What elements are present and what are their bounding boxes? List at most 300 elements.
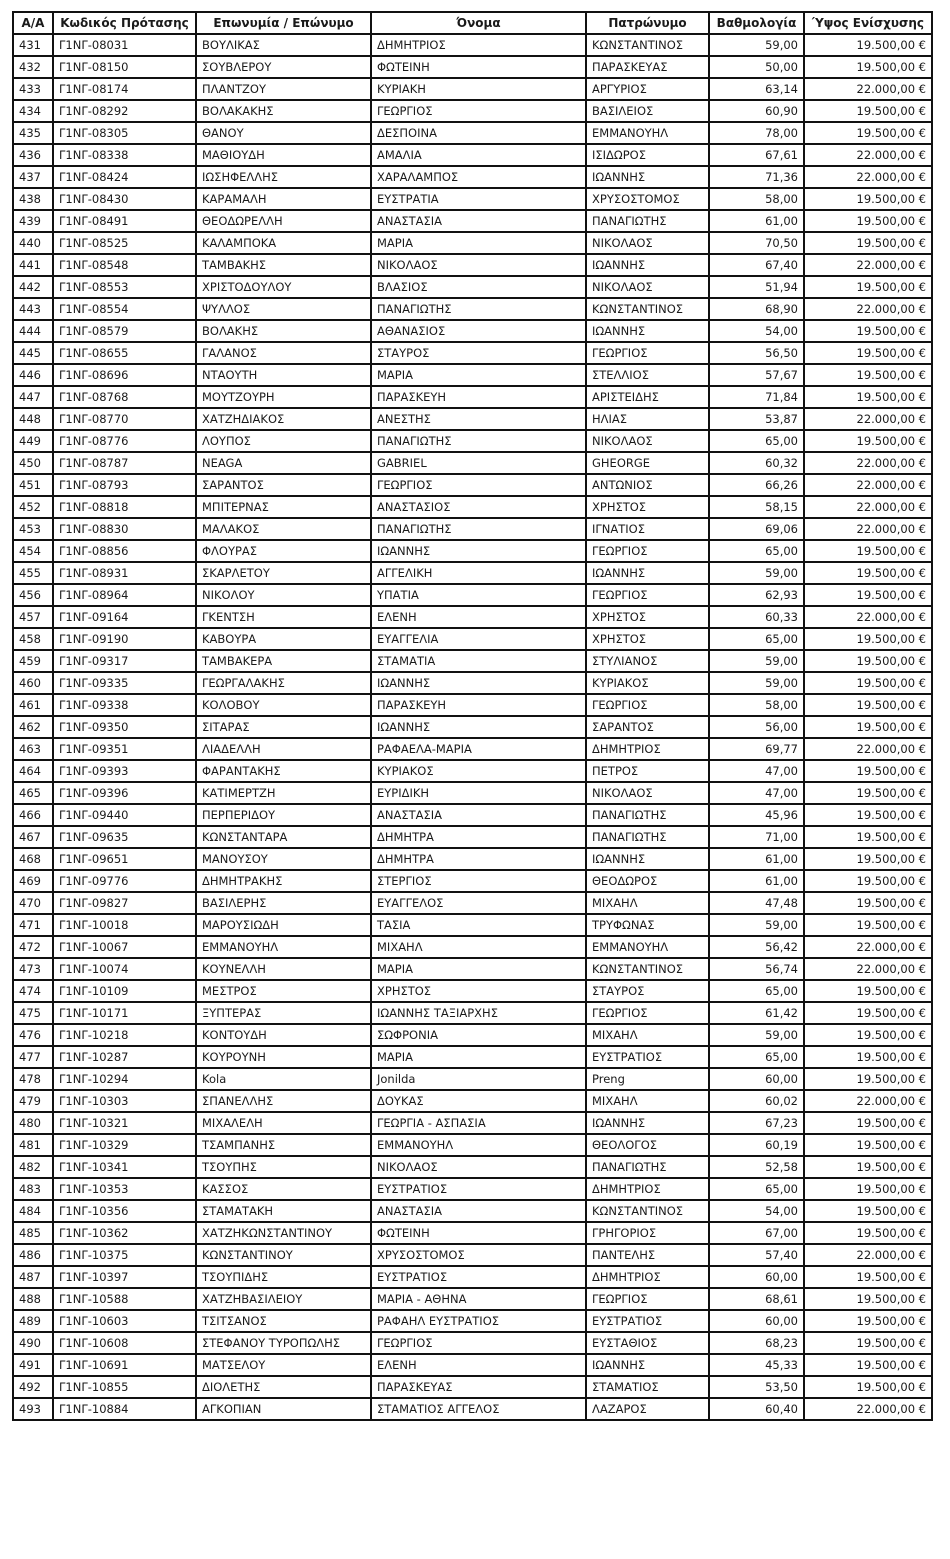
cell-proposal-code: Γ1ΝΓ-09396 xyxy=(53,782,196,804)
header-score: Βαθμολογία xyxy=(709,12,804,34)
table-row xyxy=(13,980,932,1002)
table-row xyxy=(13,188,932,210)
cell-surname: Kola xyxy=(196,1068,371,1090)
cell-surname: ΚΩΝΣΤΑΝΤΙΝΟΥ xyxy=(196,1244,371,1266)
cell-first-name: ΙΩΑΝΝΗΣ xyxy=(371,716,586,738)
results-table xyxy=(12,11,933,1421)
cell-aa: 452 xyxy=(13,496,53,518)
cell-surname: ΣΙΤΑΡΑΣ xyxy=(196,716,371,738)
cell-aa: 444 xyxy=(13,320,53,342)
cell-father-name: ΧΡΥΣΟΣΤΟΜΟΣ xyxy=(586,188,709,210)
cell-surname: ΣΤΑΜΑΤΑΚΗ xyxy=(196,1200,371,1222)
cell-father-name: ΝΙΚΟΛΑΟΣ xyxy=(586,430,709,452)
cell-first-name: ΚΥΡΙΑΚΗ xyxy=(371,78,586,100)
cell-score: 69,06 xyxy=(709,518,804,540)
cell-aa: 483 xyxy=(13,1178,53,1200)
cell-aa: 462 xyxy=(13,716,53,738)
cell-aa: 436 xyxy=(13,144,53,166)
cell-first-name: ΥΠΑΤΙΑ xyxy=(371,584,586,606)
table-row xyxy=(13,1090,932,1112)
cell-grant-amount: 22.000,00 € xyxy=(804,936,932,958)
cell-aa: 478 xyxy=(13,1068,53,1090)
cell-surname: ΜΟΥΤΖΟΥΡΗ xyxy=(196,386,371,408)
cell-score: 61,00 xyxy=(709,210,804,232)
cell-score: 69,77 xyxy=(709,738,804,760)
cell-grant-amount: 22.000,00 € xyxy=(804,408,932,430)
table-row xyxy=(13,1222,932,1244)
cell-proposal-code: Γ1ΝΓ-08424 xyxy=(53,166,196,188)
cell-grant-amount: 19.500,00 € xyxy=(804,848,932,870)
table-row xyxy=(13,760,932,782)
cell-surname: ΜΠΙΤΕΡΝΑΣ xyxy=(196,496,371,518)
cell-father-name: ΔΗΜΗΤΡΙΟΣ xyxy=(586,1178,709,1200)
cell-aa: 493 xyxy=(13,1398,53,1420)
cell-first-name: ΠΑΡΑΣΚΕΥΗ xyxy=(371,386,586,408)
cell-grant-amount: 19.500,00 € xyxy=(804,1134,932,1156)
table-row xyxy=(13,210,932,232)
cell-proposal-code: Γ1ΝΓ-10608 xyxy=(53,1332,196,1354)
cell-score: 60,40 xyxy=(709,1398,804,1420)
cell-father-name: ΣΤΑΜΑΤΙΟΣ xyxy=(586,1376,709,1398)
cell-aa: 488 xyxy=(13,1288,53,1310)
table-row xyxy=(13,1178,932,1200)
cell-grant-amount: 19.500,00 € xyxy=(804,1266,932,1288)
cell-score: 57,40 xyxy=(709,1244,804,1266)
cell-aa: 432 xyxy=(13,56,53,78)
cell-proposal-code: Γ1ΝΓ-10018 xyxy=(53,914,196,936)
cell-surname: ΑΓΚΟΠΙΑΝ xyxy=(196,1398,371,1420)
cell-first-name: Jonilda xyxy=(371,1068,586,1090)
cell-surname: ΜΙΧΑΛΕΛΗ xyxy=(196,1112,371,1134)
cell-surname: ΛΟΥΠΟΣ xyxy=(196,430,371,452)
cell-father-name: ΕΜΜΑΝΟΥΗΛ xyxy=(586,936,709,958)
cell-surname: ΚΟΛΟΒΟΥ xyxy=(196,694,371,716)
cell-grant-amount: 19.500,00 € xyxy=(804,760,932,782)
cell-aa: 431 xyxy=(13,34,53,56)
table-body xyxy=(13,34,932,1420)
cell-first-name: ΕΥΑΓΓΕΛΟΣ xyxy=(371,892,586,914)
cell-first-name: ΧΡΗΣΤΟΣ xyxy=(371,980,586,1002)
cell-score: 65,00 xyxy=(709,1178,804,1200)
cell-score: 51,94 xyxy=(709,276,804,298)
cell-aa: 473 xyxy=(13,958,53,980)
cell-aa: 448 xyxy=(13,408,53,430)
cell-proposal-code: Γ1ΝΓ-08776 xyxy=(53,430,196,452)
cell-father-name: ΙΩΑΝΝΗΣ xyxy=(586,320,709,342)
cell-proposal-code: Γ1ΝΓ-09317 xyxy=(53,650,196,672)
cell-surname: ΝΤΑΟΥΤΗ xyxy=(196,364,371,386)
cell-grant-amount: 22.000,00 € xyxy=(804,474,932,496)
table-row xyxy=(13,518,932,540)
cell-score: 65,00 xyxy=(709,1046,804,1068)
cell-surname: ΜΑΝΟΥΣΟΥ xyxy=(196,848,371,870)
table-row xyxy=(13,232,932,254)
cell-proposal-code: Γ1ΝΓ-10691 xyxy=(53,1354,196,1376)
cell-first-name: ΣΩΦΡΟΝΙΑ xyxy=(371,1024,586,1046)
cell-score: 60,33 xyxy=(709,606,804,628)
cell-proposal-code: Γ1ΝΓ-09651 xyxy=(53,848,196,870)
table-row xyxy=(13,1288,932,1310)
cell-father-name: ΓΕΩΡΓΙΟΣ xyxy=(586,540,709,562)
cell-first-name: ΔΗΜΗΤΡΙΟΣ xyxy=(371,34,586,56)
cell-surname: ΣΚΑΡΛΕΤΟΥ xyxy=(196,562,371,584)
cell-proposal-code: Γ1ΝΓ-08525 xyxy=(53,232,196,254)
cell-grant-amount: 19.500,00 € xyxy=(804,1046,932,1068)
cell-father-name: ΛΑΖΑΡΟΣ xyxy=(586,1398,709,1420)
cell-first-name: ΣΤΑΜΑΤΙΟΣ ΑΓΓΕΛΟΣ xyxy=(371,1398,586,1420)
cell-aa: 451 xyxy=(13,474,53,496)
cell-grant-amount: 22.000,00 € xyxy=(804,254,932,276)
cell-grant-amount: 19.500,00 € xyxy=(804,562,932,584)
cell-aa: 442 xyxy=(13,276,53,298)
cell-aa: 455 xyxy=(13,562,53,584)
cell-first-name: ΕΜΜΑΝΟΥΗΛ xyxy=(371,1134,586,1156)
cell-proposal-code: Γ1ΝΓ-09776 xyxy=(53,870,196,892)
cell-surname: ΤΣΟΥΠΗΣ xyxy=(196,1156,371,1178)
cell-father-name: ΒΑΣΙΛΕΙΟΣ xyxy=(586,100,709,122)
cell-score: 61,00 xyxy=(709,848,804,870)
cell-aa: 453 xyxy=(13,518,53,540)
cell-score: 59,00 xyxy=(709,34,804,56)
table-row xyxy=(13,496,932,518)
cell-aa: 458 xyxy=(13,628,53,650)
cell-first-name: ΕΛΕΝΗ xyxy=(371,606,586,628)
cell-aa: 454 xyxy=(13,540,53,562)
cell-aa: 486 xyxy=(13,1244,53,1266)
cell-aa: 492 xyxy=(13,1376,53,1398)
cell-first-name: ΑΝΑΣΤΑΣΙΟΣ xyxy=(371,496,586,518)
cell-proposal-code: Γ1ΝΓ-10588 xyxy=(53,1288,196,1310)
cell-father-name: ΘΕΟΛΟΓΟΣ xyxy=(586,1134,709,1156)
cell-surname: ΚΑΤΙΜΕΡΤΖΗ xyxy=(196,782,371,804)
cell-father-name: ΓΡΗΓΟΡΙΟΣ xyxy=(586,1222,709,1244)
cell-score: 60,32 xyxy=(709,452,804,474)
cell-father-name: ΠΕΤΡΟΣ xyxy=(586,760,709,782)
cell-surname: ΚΑΒΟΥΡΑ xyxy=(196,628,371,650)
cell-score: 65,00 xyxy=(709,628,804,650)
cell-proposal-code: Γ1ΝΓ-10067 xyxy=(53,936,196,958)
cell-father-name: ΙΩΑΝΝΗΣ xyxy=(586,1112,709,1134)
cell-score: 53,50 xyxy=(709,1376,804,1398)
table-row xyxy=(13,452,932,474)
table-row xyxy=(13,540,932,562)
cell-father-name: ΜΙΧΑΗΛ xyxy=(586,1024,709,1046)
cell-score: 65,00 xyxy=(709,430,804,452)
cell-grant-amount: 22.000,00 € xyxy=(804,518,932,540)
cell-grant-amount: 19.500,00 € xyxy=(804,56,932,78)
cell-father-name: ΑΝΤΩΝΙΟΣ xyxy=(586,474,709,496)
cell-surname: ΒΟΛΑΚΑΚΗΣ xyxy=(196,100,371,122)
cell-score: 56,42 xyxy=(709,936,804,958)
cell-proposal-code: Γ1ΝΓ-08768 xyxy=(53,386,196,408)
table-row xyxy=(13,1332,932,1354)
cell-aa: 449 xyxy=(13,430,53,452)
table-row xyxy=(13,1112,932,1134)
cell-aa: 434 xyxy=(13,100,53,122)
cell-surname: ΜΑΤΣΕΛΟΥ xyxy=(196,1354,371,1376)
cell-grant-amount: 19.500,00 € xyxy=(804,1354,932,1376)
cell-surname: ΠΛΑΝΤΖΟΥ xyxy=(196,78,371,100)
cell-proposal-code: Γ1ΝΓ-10884 xyxy=(53,1398,196,1420)
cell-first-name: ΓΕΩΡΓΙΟΣ xyxy=(371,474,586,496)
cell-first-name: ΑΘΑΝΑΣΙΟΣ xyxy=(371,320,586,342)
cell-proposal-code: Γ1ΝΓ-10855 xyxy=(53,1376,196,1398)
cell-aa: 447 xyxy=(13,386,53,408)
cell-grant-amount: 22.000,00 € xyxy=(804,1398,932,1420)
cell-aa: 459 xyxy=(13,650,53,672)
cell-aa: 463 xyxy=(13,738,53,760)
cell-proposal-code: Γ1ΝΓ-08292 xyxy=(53,100,196,122)
table-row xyxy=(13,870,932,892)
cell-score: 56,74 xyxy=(709,958,804,980)
cell-grant-amount: 19.500,00 € xyxy=(804,1178,932,1200)
cell-surname: ΔΙΟΛΕΤΗΣ xyxy=(196,1376,371,1398)
table-row xyxy=(13,1156,932,1178)
cell-father-name: Preng xyxy=(586,1068,709,1090)
table-row xyxy=(13,716,932,738)
cell-grant-amount: 22.000,00 € xyxy=(804,738,932,760)
cell-proposal-code: Γ1ΝΓ-09190 xyxy=(53,628,196,650)
cell-first-name: ΜΑΡΙΑ xyxy=(371,1046,586,1068)
cell-father-name: ΠΑΡΑΣΚΕΥΑΣ xyxy=(586,56,709,78)
cell-grant-amount: 22.000,00 € xyxy=(804,78,932,100)
cell-score: 56,00 xyxy=(709,716,804,738)
cell-grant-amount: 19.500,00 € xyxy=(804,1156,932,1178)
cell-proposal-code: Γ1ΝΓ-10303 xyxy=(53,1090,196,1112)
cell-score: 60,00 xyxy=(709,1068,804,1090)
cell-surname: ΒΟΛΑΚΗΣ xyxy=(196,320,371,342)
cell-proposal-code: Γ1ΝΓ-10218 xyxy=(53,1024,196,1046)
cell-grant-amount: 19.500,00 € xyxy=(804,628,932,650)
cell-score: 47,00 xyxy=(709,760,804,782)
cell-grant-amount: 19.500,00 € xyxy=(804,914,932,936)
cell-first-name: ΔΕΣΠΟΙΝΑ xyxy=(371,122,586,144)
cell-grant-amount: 19.500,00 € xyxy=(804,892,932,914)
cell-score: 67,40 xyxy=(709,254,804,276)
cell-first-name: ΝΙΚΟΛΑΟΣ xyxy=(371,1156,586,1178)
cell-aa: 472 xyxy=(13,936,53,958)
cell-father-name: ΙΓΝΑΤΙΟΣ xyxy=(586,518,709,540)
cell-surname: ΣΠΑΝΕΛΛΗΣ xyxy=(196,1090,371,1112)
cell-grant-amount: 19.500,00 € xyxy=(804,804,932,826)
table-row xyxy=(13,408,932,430)
table-row xyxy=(13,1266,932,1288)
cell-first-name: ΓΕΩΡΓΙΟΣ xyxy=(371,1332,586,1354)
cell-surname: ΞΥΠΤΕΡΑΣ xyxy=(196,1002,371,1024)
cell-aa: 435 xyxy=(13,122,53,144)
cell-aa: 471 xyxy=(13,914,53,936)
cell-grant-amount: 19.500,00 € xyxy=(804,1200,932,1222)
cell-father-name: ΕΥΣΤΡΑΤΙΟΣ xyxy=(586,1310,709,1332)
cell-father-name: ΙΩΑΝΝΗΣ xyxy=(586,1354,709,1376)
cell-score: 59,00 xyxy=(709,650,804,672)
cell-aa: 480 xyxy=(13,1112,53,1134)
cell-aa: 476 xyxy=(13,1024,53,1046)
cell-first-name: ΕΥΣΤΡΑΤΙΟΣ xyxy=(371,1178,586,1200)
cell-grant-amount: 22.000,00 € xyxy=(804,606,932,628)
cell-score: 61,00 xyxy=(709,870,804,892)
cell-proposal-code: Γ1ΝΓ-10356 xyxy=(53,1200,196,1222)
cell-father-name: ΝΙΚΟΛΑΟΣ xyxy=(586,276,709,298)
cell-grant-amount: 22.000,00 € xyxy=(804,452,932,474)
cell-aa: 474 xyxy=(13,980,53,1002)
cell-grant-amount: 19.500,00 € xyxy=(804,430,932,452)
cell-proposal-code: Γ1ΝΓ-10321 xyxy=(53,1112,196,1134)
table-row xyxy=(13,298,932,320)
cell-proposal-code: Γ1ΝΓ-09338 xyxy=(53,694,196,716)
table-row xyxy=(13,672,932,694)
cell-score: 59,00 xyxy=(709,914,804,936)
cell-score: 65,00 xyxy=(709,540,804,562)
cell-father-name: ΠΑΝΑΓΙΩΤΗΣ xyxy=(586,1156,709,1178)
cell-aa: 477 xyxy=(13,1046,53,1068)
cell-first-name: ΜΑΡΙΑ - ΑΘΗΝΑ xyxy=(371,1288,586,1310)
cell-father-name: ΕΥΣΤΡΑΤΙΟΣ xyxy=(586,1046,709,1068)
cell-first-name: ΦΩΤΕΙΝΗ xyxy=(371,1222,586,1244)
cell-father-name: ΙΩΑΝΝΗΣ xyxy=(586,254,709,276)
cell-surname: ΜΑΡΟΥΣΙΩΔΗ xyxy=(196,914,371,936)
cell-proposal-code: Γ1ΝΓ-09393 xyxy=(53,760,196,782)
cell-aa: 440 xyxy=(13,232,53,254)
cell-score: 58,00 xyxy=(709,694,804,716)
table-row xyxy=(13,474,932,496)
cell-proposal-code: Γ1ΝΓ-08430 xyxy=(53,188,196,210)
cell-proposal-code: Γ1ΝΓ-08553 xyxy=(53,276,196,298)
table-row xyxy=(13,1200,932,1222)
cell-surname: ΚΩΝΣΤΑΝΤΑΡΑ xyxy=(196,826,371,848)
cell-surname: ΦΛΟΥΡΑΣ xyxy=(196,540,371,562)
cell-score: 47,00 xyxy=(709,782,804,804)
table-row xyxy=(13,848,932,870)
table-row xyxy=(13,430,932,452)
cell-father-name: ΠΑΝΑΓΙΩΤΗΣ xyxy=(586,210,709,232)
cell-proposal-code: Γ1ΝΓ-08964 xyxy=(53,584,196,606)
table-row xyxy=(13,1134,932,1156)
cell-grant-amount: 19.500,00 € xyxy=(804,980,932,1002)
cell-first-name: ΑΝΑΣΤΑΣΙΑ xyxy=(371,804,586,826)
cell-aa: 441 xyxy=(13,254,53,276)
cell-first-name: ΕΥΑΓΓΕΛΙΑ xyxy=(371,628,586,650)
cell-grant-amount: 19.500,00 € xyxy=(804,122,932,144)
cell-proposal-code: Γ1ΝΓ-08931 xyxy=(53,562,196,584)
cell-score: 54,00 xyxy=(709,320,804,342)
cell-father-name: ΑΡΙΣΤΕΙΔΗΣ xyxy=(586,386,709,408)
table-row xyxy=(13,958,932,980)
cell-score: 71,36 xyxy=(709,166,804,188)
cell-surname: NEAGA xyxy=(196,452,371,474)
cell-aa: 491 xyxy=(13,1354,53,1376)
table-row xyxy=(13,936,932,958)
cell-surname: ΜΕΣΤΡΟΣ xyxy=(196,980,371,1002)
cell-father-name: ΚΩΝΣΤΑΝΤΙΝΟΣ xyxy=(586,958,709,980)
cell-father-name: ΠΑΝΑΓΙΩΤΗΣ xyxy=(586,804,709,826)
cell-score: 50,00 xyxy=(709,56,804,78)
cell-grant-amount: 19.500,00 € xyxy=(804,826,932,848)
cell-score: 71,84 xyxy=(709,386,804,408)
cell-first-name: ΣΤΑΜΑΤΙΑ xyxy=(371,650,586,672)
cell-surname: ΓΕΩΡΓΑΛΑΚΗΣ xyxy=(196,672,371,694)
cell-proposal-code: Γ1ΝΓ-08856 xyxy=(53,540,196,562)
table-row xyxy=(13,364,932,386)
cell-aa: 446 xyxy=(13,364,53,386)
cell-first-name: ΕΛΕΝΗ xyxy=(371,1354,586,1376)
cell-first-name: ΑΜΑΛΙΑ xyxy=(371,144,586,166)
cell-aa: 466 xyxy=(13,804,53,826)
table-row xyxy=(13,738,932,760)
cell-father-name: ΑΡΓΥΡΙΟΣ xyxy=(586,78,709,100)
cell-surname: ΤΑΜΒΑΚΕΡΑ xyxy=(196,650,371,672)
cell-score: 66,26 xyxy=(709,474,804,496)
cell-aa: 460 xyxy=(13,672,53,694)
cell-father-name: ΕΜΜΑΝΟΥΗΛ xyxy=(586,122,709,144)
cell-score: 59,00 xyxy=(709,562,804,584)
header-row xyxy=(13,12,932,34)
table-row xyxy=(13,78,932,100)
cell-score: 59,00 xyxy=(709,1024,804,1046)
cell-first-name: ΜΙΧΑΗΛ xyxy=(371,936,586,958)
cell-proposal-code: Γ1ΝΓ-08770 xyxy=(53,408,196,430)
cell-proposal-code: Γ1ΝΓ-10397 xyxy=(53,1266,196,1288)
cell-surname: ΚΑΡΑΜΑΛΗ xyxy=(196,188,371,210)
cell-first-name: ΓΕΩΡΓΙΟΣ xyxy=(371,100,586,122)
cell-proposal-code: Γ1ΝΓ-08655 xyxy=(53,342,196,364)
cell-score: 60,90 xyxy=(709,100,804,122)
cell-father-name: ΗΛΙΑΣ xyxy=(586,408,709,430)
cell-father-name: ΧΡΗΣΤΟΣ xyxy=(586,496,709,518)
cell-grant-amount: 19.500,00 € xyxy=(804,276,932,298)
cell-surname: ΘΕΟΔΩΡΕΛΛΗ xyxy=(196,210,371,232)
cell-grant-amount: 19.500,00 € xyxy=(804,1002,932,1024)
cell-surname: ΣΑΡΑΝΤΟΣ xyxy=(196,474,371,496)
cell-grant-amount: 19.500,00 € xyxy=(804,1310,932,1332)
cell-surname: ΕΜΜΑΝΟΥΗΛ xyxy=(196,936,371,958)
cell-aa: 450 xyxy=(13,452,53,474)
cell-grant-amount: 19.500,00 € xyxy=(804,1288,932,1310)
cell-proposal-code: Γ1ΝΓ-10341 xyxy=(53,1156,196,1178)
cell-score: 71,00 xyxy=(709,826,804,848)
cell-surname: ΦΑΡΑΝΤΑΚΗΣ xyxy=(196,760,371,782)
cell-score: 65,00 xyxy=(709,980,804,1002)
cell-proposal-code: Γ1ΝΓ-10171 xyxy=(53,1002,196,1024)
cell-father-name: ΓΕΩΡΓΙΟΣ xyxy=(586,1002,709,1024)
cell-father-name: ΠΑΝΤΕΛΗΣ xyxy=(586,1244,709,1266)
cell-score: 60,00 xyxy=(709,1310,804,1332)
cell-aa: 439 xyxy=(13,210,53,232)
header-grant-amount: Ύψος Ενίσχυσης xyxy=(804,12,932,34)
cell-grant-amount: 19.500,00 € xyxy=(804,716,932,738)
cell-grant-amount: 19.500,00 € xyxy=(804,1222,932,1244)
cell-father-name: ΓΕΩΡΓΙΟΣ xyxy=(586,342,709,364)
cell-grant-amount: 22.000,00 € xyxy=(804,1244,932,1266)
cell-proposal-code: Γ1ΝΓ-08830 xyxy=(53,518,196,540)
cell-surname: ΣΤΕΦΑΝΟΥ ΤΥΡΟΠΩΛΗΣ xyxy=(196,1332,371,1354)
cell-first-name: ΡΑΦΑΗΛ ΕΥΣΤΡΑΤΙΟΣ xyxy=(371,1310,586,1332)
header-surname: Επωνυμία / Επώνυμο xyxy=(196,12,371,34)
cell-first-name: ΝΙΚΟΛΑΟΣ xyxy=(371,254,586,276)
cell-surname: ΔΗΜΗΤΡΑΚΗΣ xyxy=(196,870,371,892)
cell-grant-amount: 19.500,00 € xyxy=(804,672,932,694)
table-row xyxy=(13,144,932,166)
cell-first-name: ΚΥΡΙΑΚΟΣ xyxy=(371,760,586,782)
table-row xyxy=(13,694,932,716)
cell-first-name: ΠΑΝΑΓΙΩΤΗΣ xyxy=(371,518,586,540)
cell-proposal-code: Γ1ΝΓ-10074 xyxy=(53,958,196,980)
cell-first-name: ΑΝΑΣΤΑΣΙΑ xyxy=(371,210,586,232)
cell-score: 68,23 xyxy=(709,1332,804,1354)
cell-aa: 479 xyxy=(13,1090,53,1112)
cell-father-name: ΘΕΟΔΩΡΟΣ xyxy=(586,870,709,892)
cell-first-name: ΤΑΣΙΑ xyxy=(371,914,586,936)
